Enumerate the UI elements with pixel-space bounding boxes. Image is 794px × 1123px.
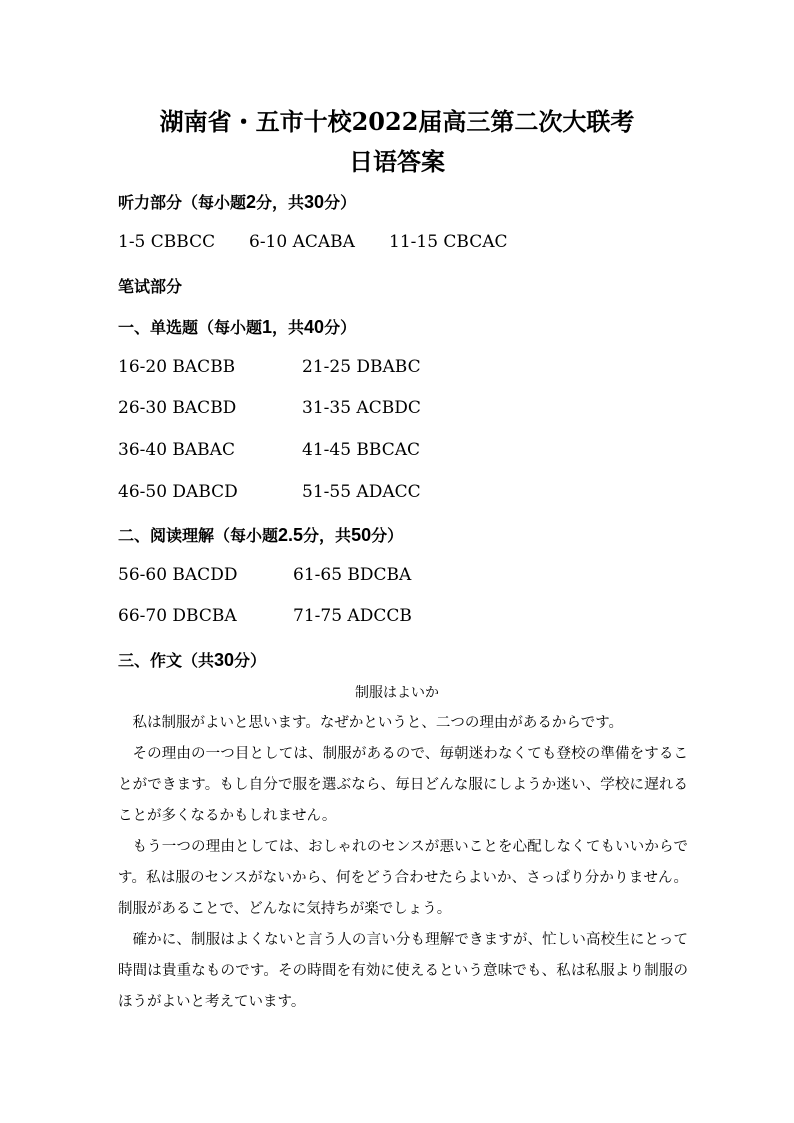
section3-heading-suffix: 分） [234, 651, 267, 670]
section3-total: 30 [214, 650, 235, 670]
listening-points: 2 [246, 192, 257, 212]
answer-group: 16-20 BACBB [118, 357, 236, 377]
essay-paragraph: 確かに、制服はよくないと言う人の言い分も理解できますが、忙しい高校生にとって時間は貴重なものです。その時間を有効に使えるという意味でも、私は私服より制服のほうがよいと考えています。 [118, 932, 688, 1010]
section1-heading-mid: ，共 [272, 318, 305, 337]
section2-points: 2.5 [278, 525, 304, 545]
section1-total: 40 [304, 317, 325, 337]
section3-heading [118, 648, 266, 671]
answer-group: 11-15 CBCAC [389, 232, 508, 252]
listening-heading [118, 190, 356, 213]
answer-group: 56-60 BACDD [118, 565, 238, 585]
answer-group: 21-25 DBABC [302, 357, 421, 377]
listening-heading-mid: 分，共 [256, 193, 305, 212]
essay-paragraph: 私は制服がよいと思います。なぜかというと、二つの理由があるからです。 [132, 715, 624, 731]
section2-heading [118, 523, 403, 546]
written-heading: 笔试部分 [118, 277, 183, 296]
listening-heading-suffix: 分） [324, 193, 357, 212]
section2-heading-suffix: 分） [371, 526, 404, 545]
answer-group: 66-70 DBCBA [118, 606, 237, 626]
section3-heading-prefix: 三、作文（共 [118, 651, 215, 670]
section2-heading-mid: 分，共 [303, 526, 352, 545]
section2-total: 50 [351, 525, 372, 545]
section1-heading-prefix: 一、单选题（每小题 [118, 318, 263, 337]
answer-group: 26-30 BACBD [118, 398, 237, 418]
answer-group: 71-75 ADCCB [293, 606, 412, 626]
section1-heading-suffix: 分） [324, 318, 357, 337]
answer-group: 31-35 ACBDC [302, 398, 421, 418]
section2-heading-prefix: 二、阅读理解（每小题 [118, 526, 279, 545]
answer-group: 46-50 DABCD [118, 482, 238, 502]
essay-title: 制服はよいか [355, 685, 439, 701]
essay-body [118, 708, 688, 1018]
answer-group: 6-10 ACABA [249, 232, 355, 252]
exam-title: 湖南省・五市十校2022届高三第二次大联考 [159, 107, 635, 136]
essay-paragraph: もう一つの理由としては、おしゃれのセンスが悪いことを心配しなくてもいいからです。私は服のセンスがないから、何をどう合わせたらよいか、さっぱり分かりません。制服があることで、どんなに気持ちが楽でしょう。 [118, 839, 688, 917]
answer-group: 51-55 ADACC [302, 482, 421, 502]
section1-points: 1 [262, 317, 273, 337]
listening-heading-prefix: 听力部分（每小题 [118, 193, 247, 212]
answer-group: 36-40 BABAC [118, 440, 235, 460]
exam-subtitle: 日语答案 [349, 147, 445, 176]
answer-group: 61-65 BDCBA [293, 565, 412, 585]
answer-group: 1-5 CBBCC [118, 232, 216, 252]
answer-group: 41-45 BBCAC [302, 440, 421, 460]
listening-total: 30 [304, 192, 325, 212]
section1-heading [118, 315, 356, 338]
essay-paragraph: その理由の一つ目としては、制服があるので、毎朝迷わなくても登校の準備をすることができます。もし自分で服を選ぶなら、毎日どんな服にしようか迷い、学校に遅れることが多くなるかもしれません。 [118, 746, 688, 824]
